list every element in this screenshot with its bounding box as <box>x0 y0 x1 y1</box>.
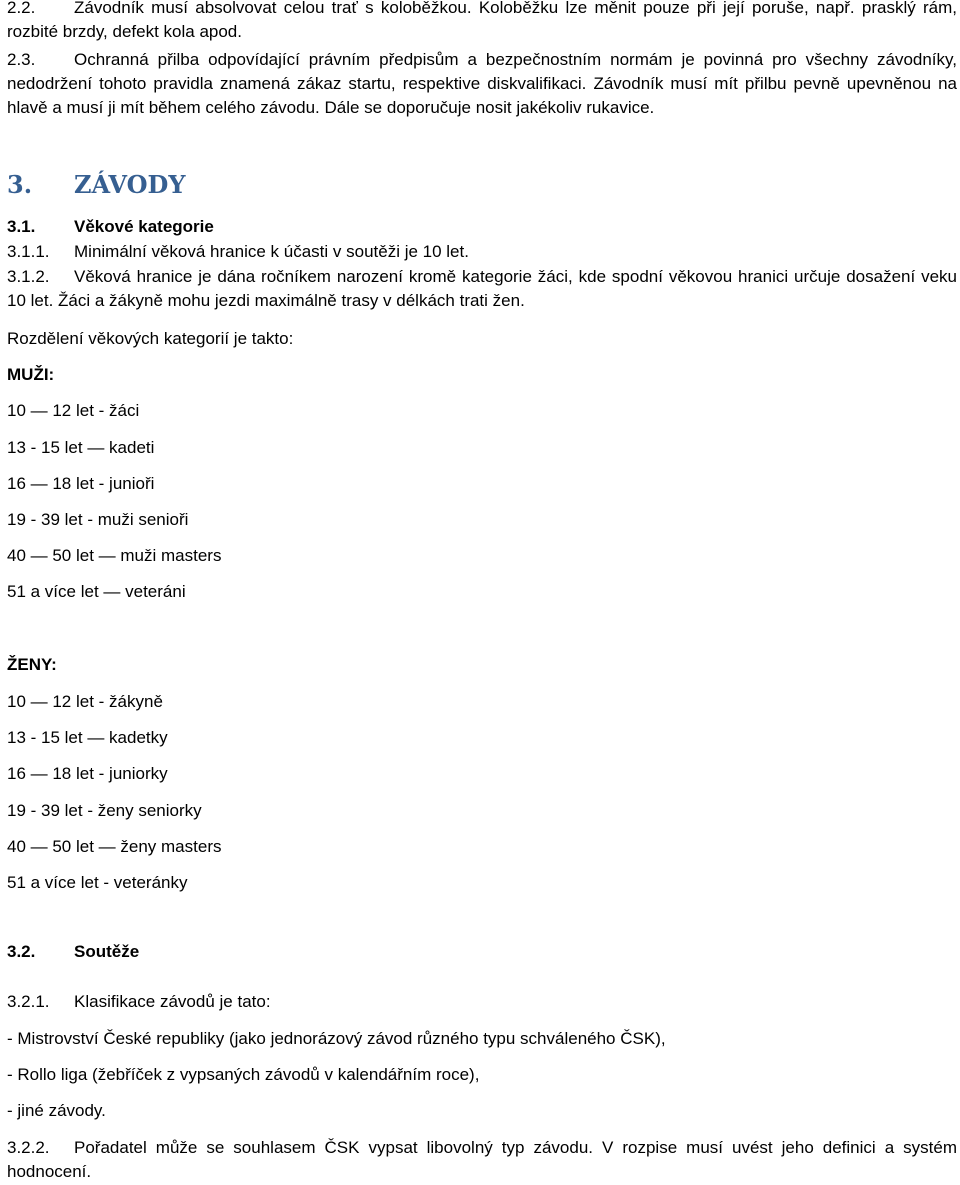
rule-number: 3.2.2. <box>7 1138 50 1157</box>
section-number: 3.1. <box>7 217 36 236</box>
categories-intro: Rozdělení věkových kategorií je takto: <box>7 329 294 348</box>
men-category: 13 - 15 let — kadeti <box>7 438 155 457</box>
women-category: 51 a více let - veteránky <box>7 873 188 892</box>
men-category: 10 — 12 let - žáci <box>7 401 140 420</box>
men-category: 51 a více let — veteráni <box>7 582 186 601</box>
men-category: 40 — 50 let — muži masters <box>7 546 222 565</box>
section-title: Věkové kategorie <box>74 217 214 236</box>
women-category: 16 — 18 let - juniorky <box>7 764 168 783</box>
rule-text: Věková hranice je dána ročníkem narození kromě kategorie žáci, kde spodní věkovou hranici určuje dosažení veku 10 let. Žáci a žákyně mohu jezdi maximálně trasy v délkách trati žen. <box>7 267 957 310</box>
rule-text: Ochranná přilba odpovídající právním předpisům a bezpečnostním normám je povinná pro všechny závodníky, nedodržení tohoto pravidla znamená zákaz startu, respektive diskvalifikaci. Závodník musí mít přilbu pevně upevněnou na hlavě a musí ji mít během celého závodu. Dále se doporučuje nosit jakékoliv rukavice. <box>7 50 957 117</box>
rule-3-1-2 <box>7 265 957 313</box>
rule-2-3 <box>7 48 957 120</box>
women-category: 10 — 12 let - žákyně <box>7 692 163 711</box>
women-category: 19 - 39 let - ženy seniorky <box>7 801 202 820</box>
rule-number: 3.2.1. <box>7 992 50 1011</box>
rule-text: Klasifikace závodů je tato: <box>74 992 271 1011</box>
classification-item: - Mistrovství České republiky (jako jednorázový závod různého typu schváleného ČSK), <box>7 1029 666 1048</box>
men-heading: MUŽI: <box>7 365 55 384</box>
chapter-number: 3. <box>7 170 33 199</box>
rule-text: Pořadatel může se souhlasem ČSK vypsat libovolný typ závodu. V rozpise musí uvést jeho definici a systém hodnocení. <box>7 1138 957 1181</box>
section-title: Soutěže <box>74 942 140 961</box>
men-category: 16 — 18 let - junioři <box>7 474 155 493</box>
rule-3-1-1 <box>7 240 469 264</box>
chapter-title: ZÁVODY <box>74 170 186 199</box>
rule-text: Závodník musí absolvovat celou trať s koloběžkou. Koloběžku lze měnit pouze při její poruše, např. prasklý rám, rozbité brzdy, defekt kola apod. <box>7 0 957 41</box>
rule-text: Minimální věková hranice k účasti v soutěži je 10 let. <box>74 242 469 261</box>
section-heading-3-1 <box>7 215 214 239</box>
classification-item: - Rollo liga (žebříček z vypsaných závodů v kalendářním roce), <box>7 1065 480 1084</box>
men-category: 19 - 39 let - muži senioři <box>7 510 189 529</box>
women-category: 13 - 15 let — kadetky <box>7 728 168 747</box>
section-number: 3.2. <box>7 942 36 961</box>
chapter-heading <box>7 170 185 200</box>
women-heading: ŽENY: <box>7 655 57 674</box>
rule-number: 2.2. <box>7 0 36 17</box>
rule-number: 3.1.2. <box>7 267 50 286</box>
rule-3-2-1 <box>7 990 271 1014</box>
rule-2-2 <box>7 0 957 44</box>
section-heading-3-2 <box>7 940 139 964</box>
rule-number: 3.1.1. <box>7 242 50 261</box>
rule-3-2-2 <box>7 1136 957 1184</box>
rule-number: 2.3. <box>7 50 36 69</box>
classification-item: - jiné závody. <box>7 1101 106 1120</box>
women-category: 40 — 50 let — ženy masters <box>7 837 222 856</box>
